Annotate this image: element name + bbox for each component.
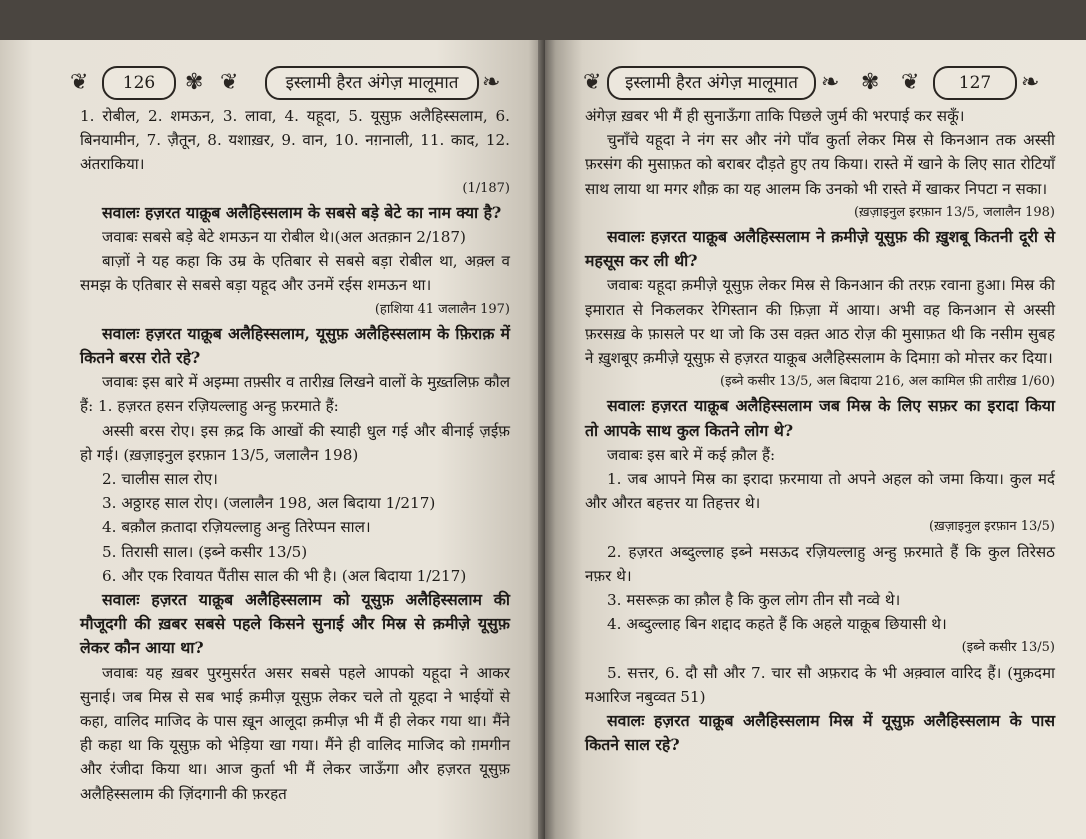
ornament-icon: ✾ [185, 70, 204, 95]
reference-citation: (इब्ने कसीर 13/5, अल बिदाया 216, अल कामिल फ़ी तारीख़ 1/60) [720, 374, 1055, 390]
body-paragraph: 6. और एक रिवायत पैंतीस साल की भी है। (अल बिदाया 1/217) [102, 566, 467, 585]
left-page-body [80, 104, 510, 806]
question-heading: सवालः हज़रत याक़ूब अलैहिस्सलाम मिस्र में यूसुफ़ अलैहिस्सलाम के पास कितने साल रहे? [585, 711, 1055, 755]
ornament-icon: ❦ [70, 70, 89, 95]
question-heading: सवालः हज़रत याक़ूब अलैहिस्सलाम, यूसुफ़ अलैहिस्सलाम के फ़िराक़ में कितने बरस रोते रहे? [80, 323, 510, 368]
body-paragraph: चुनाँचे यहूदा ने नंग सर और नंगे पाँव कुर्ता लेकर मिस्र से किनआन तक अस्सी फ़रसंग की मुसाफ़त को बराबर दौड़ते हुए तय किया। रास्ते में खाने के लिए सात रोटियाँ साथ लाया था मगर शौक़ का यह आलम कि उनको भी रास्ते में खाकर निपटा न सका। [585, 131, 1055, 198]
question-heading: सवालः हज़रत याक़ूब अलैहिस्सलाम को यूसुफ़ अलैहिस्सलाम की मौजूदगी की ख़बर सबसे पहले किसने सुनाई और मिस्र से क़मीज़े यूसुफ़ लेकर कौन आया था? [80, 590, 510, 658]
page-number: 126 [102, 66, 176, 100]
reference-citation: (ख़ज़ाइनुल इरफ़ान 13/5, जलालैन 198) [853, 204, 1055, 220]
ornament-icon: ❦ [901, 70, 920, 95]
ornament-icon: ❧ [821, 70, 840, 95]
reference-citation: (1/187) [462, 180, 510, 196]
body-paragraph: 1. रोबील, 2. शमऊन, 3. लावा, 4. यहूदा, 5. यूसुफ़ अलैहिस्सलाम, 6. बिनयामीन, 7. ज़ैतून, 8. यशाख़र, 9. वान, 10. नग़नाली, 11. काद, 12. अंतराकिया। [80, 107, 510, 174]
ornament-icon: ❧ [1021, 70, 1040, 95]
right-page-header [583, 60, 1063, 104]
body-paragraph: 1. जब आपने मिस्र का इरादा फ़रमाया तो अपने अहल को जमा किया। कुल मर्द और औरत बहत्तर या तिहत्तर थे। [585, 470, 1055, 513]
page-number: 127 [933, 66, 1017, 100]
question-heading: सवालः हज़रत याक़ूब अलैहिस्सलाम जब मिस्र के लिए सफ़र का इरादा किया तो आपके साथ कुल कितने लोग थे? [585, 396, 1055, 440]
body-paragraph: अस्सी बरस रोए। इस क़द्र कि आखों की स्याही धुल गई और बीनाई ज़ईफ़ हो गई। (ख़ज़ाइनुल इरफ़ान 13/5, जलालैन 198) [80, 421, 510, 464]
body-paragraph: जवाबः इस बारे में अइम्मा तफ़्सीर व तारीख़ लिखने वालों के मुख़्तलिफ़ कौल हैं: 1. हज़रत हसन रज़ियल्लाहु अन्हु फ़रमाते हैं: [80, 373, 510, 416]
ornament-icon: ❦ [220, 70, 239, 95]
ornament-icon: ❦ [583, 70, 602, 95]
reference-citation: (हाशिया 41 जलालैन 197) [374, 301, 510, 317]
ornament-icon: ✾ [861, 70, 880, 95]
reference-citation: (इब्ने कसीर 13/5) [961, 640, 1055, 656]
body-paragraph: जवाबः यहूदा क़मीज़े यूसुफ़ लेकर मिस्र से किनआन की तरफ़ रवाना हुआ। मिस्र की इमारात से निकलकर रेगिस्तान की फ़िज़ा में आया। अभी वह किनआन से अस्सी फ़रसख़ के फ़ासले पर था जो कि उस वक़्त आठ रोज़ की मुसाफ़त थी कि नसीम सुबह ने ख़ुशबूए क़मीज़े यूसुफ़ से हज़रत याक़ूब अलैहिस्सलाम के दिमाग़ को मोत्तर कर दिया। [585, 276, 1055, 368]
body-paragraph: 5. तिरासी साल। (इब्ने कसीर 13/5) [102, 542, 308, 561]
body-paragraph: 4. बक़ौल क़तादा रज़ियल्लाहु अन्हु तिरेप्पन साल। [102, 518, 371, 537]
body-paragraph: 3. मसरूक़ का क़ौल है कि कुल लोग तीन सौ नव्वे थे। [607, 591, 901, 610]
right-page [545, 40, 1086, 839]
body-paragraph: 2. चालीस साल रोए। [102, 470, 218, 489]
body-paragraph: जवाबः यह ख़बर पुरमुसर्रत असर सबसे पहले आपको यहूदा ने आकर सुनाई। जब मिस्र से सब भाई क़मीज़ यूसुफ़ लेकर चले तो यूहदा ने भाईयों से कहा, वालिद माजिद के पास ख़ून आलूदा क़मीज़ भी मैं ही लेकर गया था। मैंने ही कहा था कि यूसुफ़ को भेड़िया खा गया। मैंने ही वालिद माजिद को ग़मगीन और रंजीदा किया था। आज कुर्ता भी मैं लेकर जाऊँगा और हज़रत यूसुफ़ अलैहिस्सलाम की ज़िंदगानी की फ़रहत [80, 663, 510, 803]
left-page [0, 40, 545, 839]
left-page-header [70, 60, 510, 104]
body-paragraph: जवाबः सबसे बड़े बेटे शमऊन या रोबील थे।(अल अतक़ान 2/187) [102, 228, 466, 247]
body-paragraph: जवाबः इस बारे में कई क़ौल हैं: [607, 445, 776, 464]
body-paragraph: 2. हज़रत अब्दुल्लाह इब्ने मसऊद रज़ियल्लाहु अन्हु फ़रमाते हैं कि कुल तिरेसठ नफ़र थे। [585, 542, 1055, 585]
right-page-body [585, 104, 1055, 757]
body-paragraph: 3. अठ्ठारह साल रोए। (जलालैन 198, अल बिदाया 1/217) [102, 494, 436, 513]
body-paragraph: बाज़ों ने यह कहा कि उम्र के एतिबार से सबसे बड़ा रोबील था, अक़्ल व समझ के एतिबार से सबसे बड़ा यहूद और उनमें रईस शमऊन था। [80, 252, 510, 295]
body-paragraph: 5. सत्तर, 6. दौ सौ और 7. चार सौ अफ़राद के भी अक़्वाल वारिद हैं। (मुक़दमा मआरिज नबुव्वत 51) [585, 663, 1055, 706]
header-title: इस्लामी हैरत अंगेज़ मालूमात [607, 66, 816, 100]
reference-citation: (ख़ज़ाइनुल इरफ़ान 13/5) [929, 519, 1055, 535]
question-heading: सवालः हज़रत याक़ूब अलैहिस्सलाम ने क़मीज़े यूसुफ़ की ख़ुशबू कितनी दूरी से महसूस कर ली थी? [585, 227, 1055, 271]
ornament-icon: ❧ [482, 70, 501, 95]
header-title: इस्लामी हैरत अंगेज़ मालूमात [265, 66, 479, 100]
body-paragraph: 4. अब्दुल्लाह बिन शद्दाद कहते हैं कि अहले याक़ूब छियासी थे। [607, 615, 947, 634]
question-heading: सवालः हज़रत याक़ूब अलैहिस्सलाम के सबसे बड़े बेटे का नाम क्या है? [102, 202, 502, 222]
body-paragraph: अंगेज़ ख़बर भी मैं ही सुनाऊँगा ताकि पिछले जुर्म की भरपाई कर सकूँ। [585, 107, 965, 125]
